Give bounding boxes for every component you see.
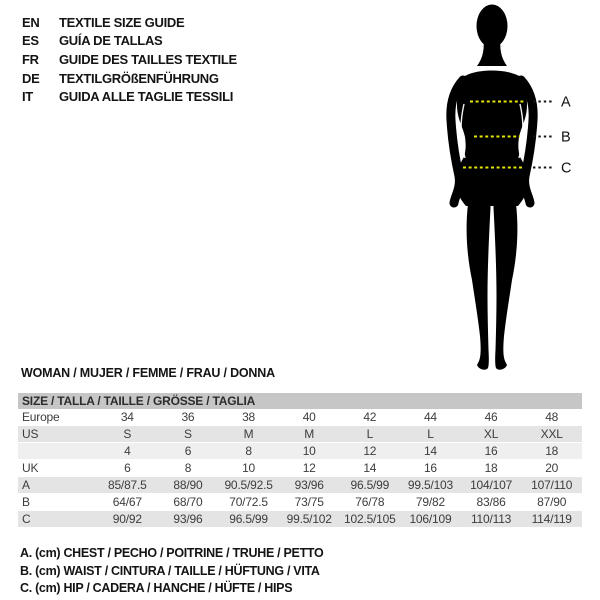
table-cell: 8 <box>245 444 252 458</box>
table-cell: 106/109 <box>409 512 452 526</box>
woman-silhouette-figure <box>430 0 600 380</box>
table-cell: XL <box>483 427 499 441</box>
title-text: TEXTILE SIZE GUIDE <box>59 14 185 30</box>
title-text: GUÍA DE TALLAS <box>59 33 163 49</box>
woman-silhouette-icon <box>430 0 600 380</box>
legend-line-waist: B. (cm) WAIST / CINTURA / TAILLE / HÜFTUNG / VITA <box>20 563 320 578</box>
table-cell: 14 <box>423 444 437 458</box>
row-label: C <box>22 512 31 526</box>
row-label: UK <box>22 461 39 475</box>
table-cell: 73/75 <box>294 495 324 509</box>
marker-label-a: A <box>561 94 571 111</box>
table-row <box>18 443 582 460</box>
title-line-es <box>22 32 237 51</box>
size-table-body <box>18 409 582 528</box>
table-cell: 85/87.5 <box>107 478 147 492</box>
table-cell: 46 <box>484 410 498 424</box>
table-cell: 10 <box>242 461 256 475</box>
table-cell: L <box>427 427 434 441</box>
marker-label-b: B <box>561 129 571 146</box>
table-cell: 40 <box>302 410 316 424</box>
table-cell: 79/82 <box>415 495 445 509</box>
legend-line-hip: C. (cm) HIP / CADERA / HANCHE / HÜFTE / HIPS <box>20 581 293 596</box>
table-cell: 18 <box>484 461 498 475</box>
title-line-de <box>22 69 237 88</box>
table-cell: 20 <box>545 461 559 475</box>
marker-label-c: C <box>561 160 572 177</box>
table-cell: 6 <box>124 461 131 475</box>
table-cell: 10 <box>302 444 316 458</box>
table-cell: 14 <box>363 461 377 475</box>
table-cell: 110/113 <box>470 512 512 526</box>
row-label: A <box>22 478 30 492</box>
table-cell: 4 <box>124 444 131 458</box>
table-cell: 90.5/92.5 <box>224 478 273 492</box>
section-title-woman: WOMAN / MUJER / FEMME / FRAU / DONNA <box>21 366 275 380</box>
table-cell: 90/92 <box>112 512 142 526</box>
table-row <box>18 426 582 443</box>
table-cell: M <box>243 427 254 441</box>
table-cell: S <box>184 427 192 441</box>
row-label: Europe <box>22 410 60 424</box>
table-cell: 18 <box>545 444 559 458</box>
table-cell: 34 <box>120 410 134 424</box>
row-label: US <box>22 427 39 441</box>
table-cell: 70/72.5 <box>229 495 268 509</box>
table-cell: 96.5/99 <box>350 478 390 492</box>
title-line-it <box>22 87 237 106</box>
row-label: B <box>22 495 30 509</box>
lang-code: DE <box>22 70 40 86</box>
table-cell: 102.5/105 <box>344 512 396 526</box>
title-line-en <box>22 13 237 32</box>
table-cell: 107/110 <box>531 478 573 492</box>
table-cell: 96.5/99 <box>229 512 268 526</box>
title-block <box>22 13 237 106</box>
table-row <box>18 494 582 511</box>
table-cell: 42 <box>363 410 377 424</box>
table-cell: 6 <box>184 444 192 458</box>
table-row <box>18 460 582 477</box>
table-cell: 93/96 <box>173 512 203 526</box>
title-text: GUIDE DES TAILLES TEXTILE <box>59 51 237 67</box>
table-cell: 36 <box>181 410 195 424</box>
table-cell: 68/70 <box>173 495 203 509</box>
table-cell: 12 <box>302 461 316 475</box>
table-cell: 76/78 <box>355 495 385 509</box>
table-cell: 12 <box>363 444 377 458</box>
table-cell: 87/90 <box>537 495 567 509</box>
lang-code: IT <box>22 89 33 105</box>
size-table <box>18 393 582 528</box>
size-table-header: SIZE / TALLA / TAILLE / GRÖSSE / TAGLIA <box>18 393 582 409</box>
table-cell: 88/90 <box>173 478 203 492</box>
table-cell: 44 <box>423 410 437 424</box>
table-cell: M <box>304 427 315 441</box>
measurement-legend <box>20 545 323 598</box>
lang-code: FR <box>22 51 39 67</box>
table-cell: 83/86 <box>476 495 506 509</box>
table-cell: 38 <box>242 410 256 424</box>
table-cell: 64/67 <box>112 495 142 509</box>
title-text: TEXTILGRÖßENFÜHRUNG <box>59 70 219 86</box>
table-cell: XXL <box>540 427 563 441</box>
table-cell: 104/107 <box>470 478 513 492</box>
table-row <box>18 409 582 426</box>
table-row <box>18 511 582 528</box>
lang-code: EN <box>22 14 40 30</box>
table-cell: L <box>366 427 374 441</box>
title-text: GUIDA ALLE TAGLIE TESSILI <box>59 89 234 105</box>
table-cell: 99.5/102 <box>286 512 332 526</box>
table-row <box>18 477 582 494</box>
table-cell: 114/119 <box>531 512 572 526</box>
table-cell: 93/96 <box>294 478 324 492</box>
lang-code: ES <box>22 33 39 49</box>
table-cell: 16 <box>423 461 437 475</box>
table-cell: 48 <box>545 410 559 424</box>
table-cell: 16 <box>484 444 498 458</box>
title-line-fr <box>22 50 237 69</box>
legend-line-chest: A. (cm) CHEST / PECHO / POITRINE / TRUHE / PETTO <box>20 546 324 560</box>
table-cell: 8 <box>184 461 192 475</box>
table-cell: 99.5/103 <box>407 478 453 492</box>
row-label <box>18 443 97 459</box>
table-cell: S <box>123 427 132 441</box>
